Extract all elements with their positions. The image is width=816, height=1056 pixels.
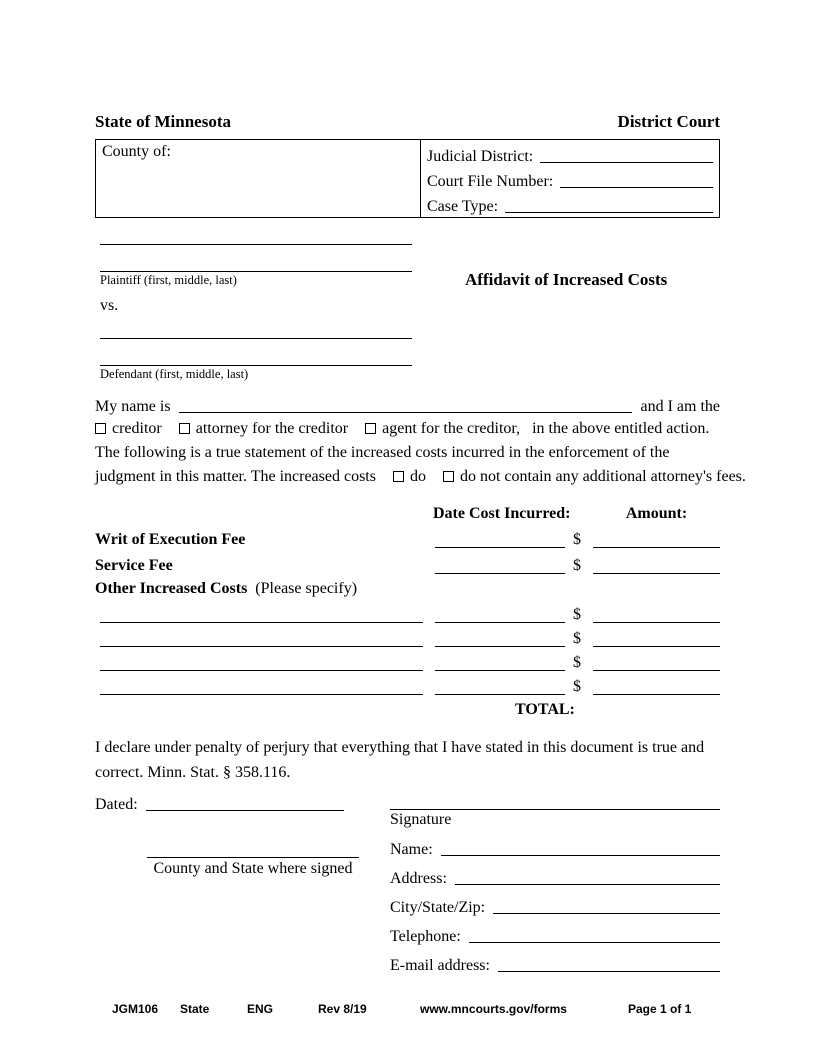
telephone-row: [390, 917, 720, 946]
other-cost-4-amount-field[interactable]: [593, 692, 720, 695]
role-checkbox-row: [95, 416, 720, 441]
dated-field[interactable]: [146, 808, 344, 811]
other-cost-row-3: [95, 650, 720, 674]
my-name-row: [95, 390, 720, 416]
footer-page-number: Page 1 of 1: [628, 1002, 692, 1016]
city-state-zip-label: City/State/Zip:: [390, 899, 486, 916]
attorney-for-creditor-label: attorney for the creditor: [195, 420, 349, 437]
amount-header: Amount:: [625, 505, 688, 522]
writ-fee-row: [95, 525, 720, 551]
declaration-line-1: I declare under penalty of perjury that everything that I have stated in this document is true and: [95, 739, 705, 756]
footer-state: State: [180, 1002, 210, 1016]
form-id: JGM106: [112, 1002, 159, 1016]
costs-header-row: [95, 500, 720, 525]
other-cost-1-date-field[interactable]: [435, 620, 565, 623]
writ-amount-field[interactable]: [593, 545, 720, 548]
case-type-label: Case Type:: [427, 198, 499, 215]
defendant-name-line-1[interactable]: [100, 317, 412, 339]
city-state-zip-field[interactable]: [493, 911, 720, 914]
do-not-checkbox[interactable]: [443, 471, 454, 482]
telephone-field[interactable]: [469, 940, 720, 943]
writ-fee-label: Writ of Execution Fee: [95, 531, 246, 548]
name-label: Name:: [390, 841, 433, 858]
other-cost-2-date-field[interactable]: [435, 644, 565, 647]
other-cost-3-date-field[interactable]: [435, 668, 565, 671]
service-fee-label: Service Fee: [95, 557, 173, 574]
other-costs-note: (Please specify): [255, 580, 358, 597]
name-row: [390, 830, 720, 859]
plaintiff-name-line-1[interactable]: [100, 218, 412, 245]
dollar-sign: $: [573, 678, 581, 695]
defendant-name-line-2[interactable]: [100, 339, 412, 366]
writ-date-field[interactable]: [435, 545, 565, 548]
creditor-label: creditor: [112, 420, 162, 437]
service-date-field[interactable]: [435, 571, 565, 574]
dollar-sign: $: [573, 654, 581, 671]
statement-line-2-text: judgment in this matter. The increased costs: [95, 468, 376, 485]
email-field[interactable]: [498, 969, 720, 972]
parties-section: [95, 218, 720, 383]
other-costs-label-row: [95, 577, 720, 602]
email-label: E-mail address:: [390, 957, 490, 974]
judicial-district-label: Judicial District:: [427, 148, 534, 165]
declaration-line-2: correct. Minn. Stat. § 358.116.: [95, 764, 291, 781]
creditor-checkbox[interactable]: [95, 423, 106, 434]
footer-revision: Rev 8/19: [318, 1002, 367, 1016]
other-cost-1-amount-field[interactable]: [593, 620, 720, 623]
address-label: Address:: [390, 870, 447, 887]
county-state-field[interactable]: [147, 844, 359, 858]
costs-section: [95, 500, 720, 722]
email-row: [390, 946, 720, 975]
state-title: State of Minnesota: [95, 112, 231, 131]
other-cost-3-amount-field[interactable]: [593, 668, 720, 671]
other-cost-row-4: [95, 674, 720, 698]
statement-line-2: [95, 465, 746, 489]
service-fee-row: [95, 551, 720, 577]
affiant-name-field[interactable]: [179, 410, 633, 413]
dated-row: [95, 790, 390, 814]
plaintiff-name-line-2[interactable]: [100, 245, 412, 272]
other-cost-row-2: [95, 626, 720, 650]
do-label: do: [409, 468, 426, 485]
plaintiff-label: Plaintiff (first, middle, last): [100, 273, 237, 287]
total-row: [95, 698, 720, 722]
declaration-paragraph: [95, 735, 720, 785]
judicial-district-field[interactable]: [540, 160, 713, 163]
telephone-label: Telephone:: [390, 928, 461, 945]
total-label: TOTAL:: [515, 701, 575, 718]
other-cost-4-date-field[interactable]: [435, 692, 565, 695]
attorney-for-creditor-checkbox[interactable]: [179, 423, 190, 434]
signature-field[interactable]: [390, 790, 720, 810]
other-cost-2-amount-field[interactable]: [593, 644, 720, 647]
document-title: Affidavit of Increased Costs: [465, 270, 668, 289]
dollar-sign: $: [573, 630, 581, 647]
county-label: County of:: [102, 143, 171, 160]
statement-line-1: The following is a true statement of the increased costs incurred in the enforcement of the: [95, 444, 670, 461]
agent-for-creditor-checkbox[interactable]: [365, 423, 376, 434]
court-title: District Court: [617, 112, 720, 131]
defendant-label: Defendant (first, middle, last): [100, 367, 249, 381]
court-file-number-label: Court File Number:: [427, 173, 554, 190]
dollar-sign: $: [573, 557, 581, 574]
do-checkbox[interactable]: [393, 471, 404, 482]
case-type-field[interactable]: [505, 210, 713, 213]
service-amount-field[interactable]: [593, 571, 720, 574]
other-cost-2-description-field[interactable]: [100, 644, 423, 647]
city-state-zip-row: [390, 888, 720, 917]
footer-language: ENG: [247, 1002, 274, 1016]
dollar-sign: $: [573, 606, 581, 623]
address-field[interactable]: [455, 882, 720, 885]
form-header: [95, 110, 720, 134]
and-i-am-the-text: and I am the: [640, 398, 720, 415]
entitled-action-text: in the above entitled action.: [532, 420, 710, 437]
case-info-table: [95, 139, 720, 218]
other-costs-label: Other Increased Costs: [95, 580, 248, 597]
dated-label: Dated:: [95, 796, 138, 813]
dollar-sign: $: [573, 531, 581, 548]
signature-section: [95, 790, 720, 975]
address-row: [390, 859, 720, 888]
vs-label: vs.: [100, 297, 119, 314]
signature-label: Signature: [390, 811, 452, 828]
county-state-label: County and State where signed: [153, 860, 353, 877]
form-footer: [95, 1002, 720, 1022]
my-name-is-text: My name is: [95, 398, 171, 415]
do-not-label: do not contain any additional attorney's fees.: [459, 468, 746, 485]
date-cost-incurred-header: Date Cost Incurred:: [433, 505, 571, 522]
other-cost-3-description-field[interactable]: [100, 668, 423, 671]
other-cost-1-description-field[interactable]: [100, 620, 423, 623]
other-cost-row-1: [95, 602, 720, 626]
name-field[interactable]: [441, 853, 720, 856]
agent-for-creditor-label: agent for the creditor,: [382, 420, 521, 437]
intro-section: [95, 390, 746, 489]
footer-website: www.mncourts.gov/forms: [420, 1002, 567, 1016]
court-file-number-field[interactable]: [560, 185, 713, 188]
other-cost-4-description-field[interactable]: [100, 692, 423, 695]
